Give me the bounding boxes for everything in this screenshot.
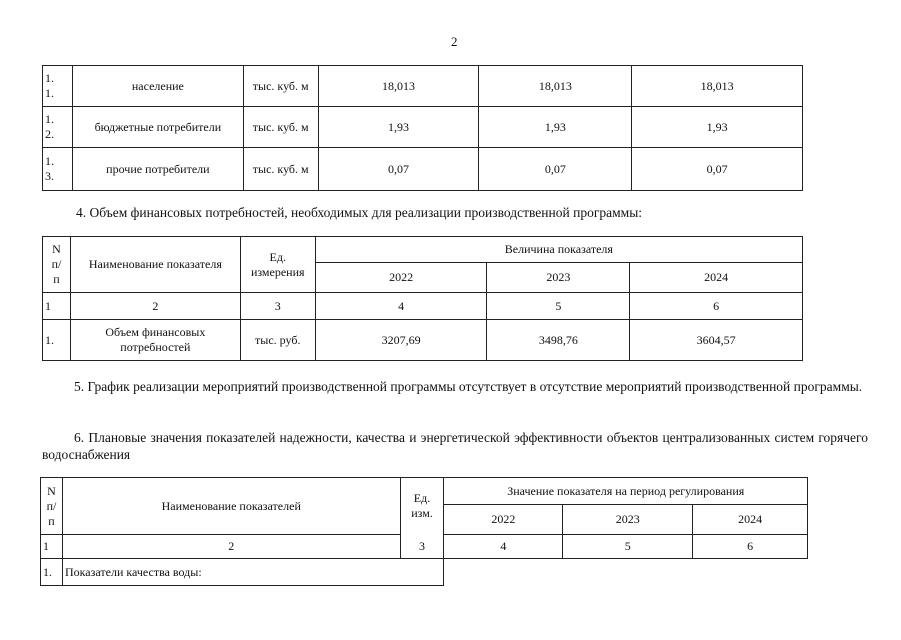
water-volume-table — [42, 65, 803, 191]
index-cell: 6 — [693, 535, 808, 559]
section-6-text: 6. Плановые значения показателей надежности, качества и энергетической эффективности объектов централизованных систем горячего водоснабжения — [42, 430, 868, 462]
row-name: население — [72, 66, 243, 107]
row-unit: тыс. куб. м — [243, 148, 318, 191]
year-2024-header: 2024 — [630, 263, 803, 293]
row-value-2024: 1,93 — [632, 107, 803, 148]
row-unit: тыс. руб. — [240, 320, 315, 361]
row-unit: тыс. куб. м — [243, 66, 318, 107]
col-num-header: N п/ п — [41, 478, 63, 535]
row-name: бюджетные потребители — [72, 107, 243, 148]
financial-needs-table — [42, 236, 803, 361]
index-cell: 3 — [400, 535, 444, 559]
section-4-heading: 4. Объем финансовых потребностей, необходимых для реализации производственной программы: — [76, 205, 643, 220]
row-value-2022: 0,07 — [318, 148, 479, 191]
row-value-2024: 0,07 — [632, 148, 803, 191]
index-row — [43, 293, 803, 320]
row-value-2023: 1,93 — [479, 107, 632, 148]
table-row — [43, 148, 803, 191]
row-value-2023: 3498,76 — [487, 320, 630, 361]
year-2024-header: 2024 — [693, 505, 808, 535]
row-value-2023: 0,07 — [479, 148, 632, 191]
year-2022-header: 2022 — [444, 505, 563, 535]
row-name: Показатели качества воды: — [62, 559, 444, 586]
row-unit: тыс. куб. м — [243, 107, 318, 148]
col-unit-header: Ед. измерения — [240, 237, 315, 293]
row-value-2022: 18,013 — [318, 66, 479, 107]
col-name-header: Наименование показателя — [70, 237, 240, 293]
col-unit-header: Ед. изм. — [400, 478, 444, 535]
row-number: 1. 1. — [43, 66, 73, 107]
empty-area — [444, 559, 808, 586]
row-number: 1. — [43, 320, 71, 361]
year-2023-header: 2023 — [563, 505, 693, 535]
index-cell: 2 — [62, 535, 400, 559]
table-row — [43, 320, 803, 361]
row-number: 1. — [41, 559, 63, 586]
index-cell: 6 — [630, 293, 803, 320]
col-num-header: N п/ п — [43, 237, 71, 293]
col-value-header: Величина показателя — [315, 237, 802, 263]
reliability-indicators-table — [40, 477, 808, 586]
row-value-2024: 18,013 — [632, 66, 803, 107]
table-row — [43, 107, 803, 148]
index-row — [41, 535, 808, 559]
index-cell: 1 — [43, 293, 71, 320]
row-number: 1. 3. — [43, 148, 73, 191]
index-cell: 3 — [240, 293, 315, 320]
col-name-header: Наименование показателей — [62, 478, 400, 535]
row-value-2023: 18,013 — [479, 66, 632, 107]
row-name: прочие потребители — [72, 148, 243, 191]
index-cell: 5 — [487, 293, 630, 320]
year-2023-header: 2023 — [487, 263, 630, 293]
index-cell: 4 — [444, 535, 563, 559]
index-cell: 5 — [563, 535, 693, 559]
index-cell: 2 — [70, 293, 240, 320]
index-cell: 1 — [41, 535, 63, 559]
row-value-2022: 3207,69 — [315, 320, 487, 361]
row-number: 1. 2. — [43, 107, 73, 148]
table-row — [41, 559, 808, 586]
col-value-header: Значение показателя на период регулирования — [444, 478, 808, 505]
page-number: 2 — [451, 34, 458, 49]
year-2022-header: 2022 — [315, 263, 487, 293]
table-row — [43, 66, 803, 107]
section-5-text: 5. График реализации мероприятий производственной программы отсутствует в отсутствие мероприятий производственной программы. — [74, 379, 863, 394]
row-value-2022: 1,93 — [318, 107, 479, 148]
row-name: Объем финансовых потребностей — [70, 320, 240, 361]
index-cell: 4 — [315, 293, 487, 320]
row-value-2024: 3604,57 — [630, 320, 803, 361]
